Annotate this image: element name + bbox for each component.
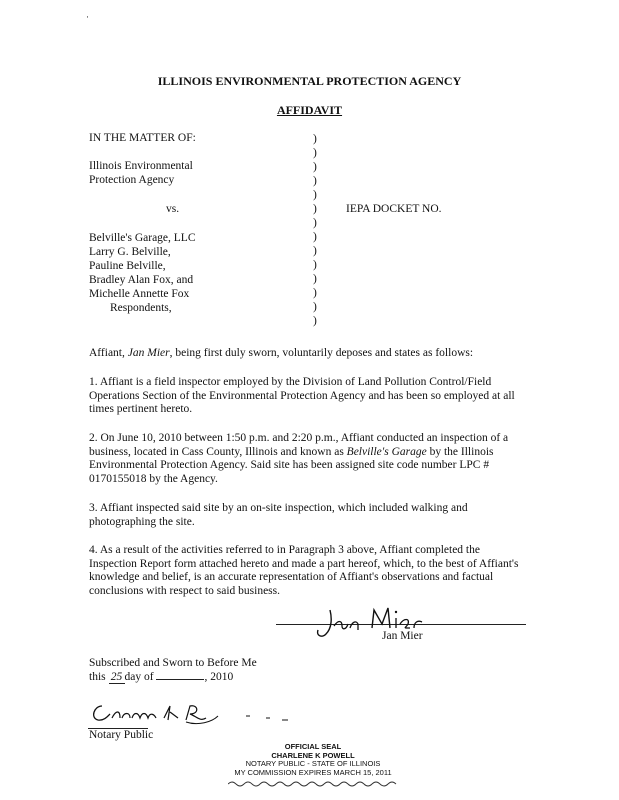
affiant-printed-name: Jan Mier	[382, 630, 423, 642]
stray-mark: ·	[86, 12, 89, 22]
respondent-name: Pauline Belville,	[89, 260, 166, 272]
vs-label: vs.	[166, 203, 180, 215]
site-name: Belville's Garage	[346, 445, 427, 458]
day-value: 25	[109, 671, 125, 684]
seal-name: CHARLENE K POWELL	[271, 750, 355, 760]
complainant-line2: Protection Agency	[89, 174, 175, 186]
paragraph-3: 3. Affiant inspected said site by an on-site inspection, which included walking and photographing the site.	[89, 502, 468, 528]
matter-label: IN THE MATTER OF:	[89, 132, 196, 144]
paragraph-1: 1. Affiant is a field inspector employed by the Division of Land Pollution Control/Field Operations Section of the Environmental Protection Agency and has been so employed at all times pertinent hereto.	[89, 376, 515, 415]
paragraph-4: 4. As a result of the activities referred to in Paragraph 3 above, Affiant completed the Inspection Report form attached hereto and made a part hereof, which, to the best of Affiant's knowledge and belief, is an accurate representation of Affiant's observations and factual conclusions with respect to said business.	[89, 544, 519, 597]
paragraph-2: 2. On June 10, 2010 between 1:50 p.m. and 2:20 p.m., Affiant conducted an inspection of a business, located in Cass County, Illinois and known as Belville's Garage by the Illinois Environmental Protection Agency. Said site has been assigned site code number LPC # 0170155018 by the Agency.	[89, 432, 509, 485]
notary-signature-icon	[86, 696, 296, 732]
document-title: AFFIDAVIT	[276, 103, 343, 117]
month-value	[156, 679, 204, 680]
caption-parentheses: ) ) ) ) ) ) ) ) ) ) ) ) ) )	[313, 133, 317, 327]
respondent-name: Bradley Alan Fox, and	[89, 274, 194, 286]
respondent-name: Michelle Annette Fox	[89, 288, 190, 300]
respondents-label: Respondents,	[110, 302, 172, 314]
affiant-name: Jan Mier	[127, 347, 170, 359]
respondents-list	[89, 231, 196, 315]
agency-heading: ILLINOIS ENVIRONMENTAL PROTECTION AGENCY	[157, 74, 462, 88]
docket-label: IEPA DOCKET NO.	[346, 203, 442, 215]
official-seal	[230, 743, 396, 777]
seal-border-icon	[228, 780, 398, 788]
seal-title: OFFICIAL SEAL	[284, 742, 342, 751]
seal-expiration: MY COMMISSION EXPIRES MARCH 15, 2011	[234, 767, 392, 777]
complainant-line1: Illinois Environmental	[89, 160, 193, 172]
respondent-name: Larry G. Belville,	[89, 246, 171, 258]
subscribed-line: Subscribed and Sworn to Before Me	[89, 657, 257, 669]
notary-public-label: Notary Public	[89, 729, 154, 741]
seal-state: NOTARY PUBLIC - STATE OF ILLINOIS	[245, 759, 381, 768]
date-line: this 25 day of , 2010	[89, 671, 234, 683]
respondent-name: Belville's Garage, LLC	[89, 232, 196, 244]
intro-paragraph: Affiant, Jan Mier, being first duly sworn, voluntarily deposes and states as follows:	[89, 347, 474, 359]
